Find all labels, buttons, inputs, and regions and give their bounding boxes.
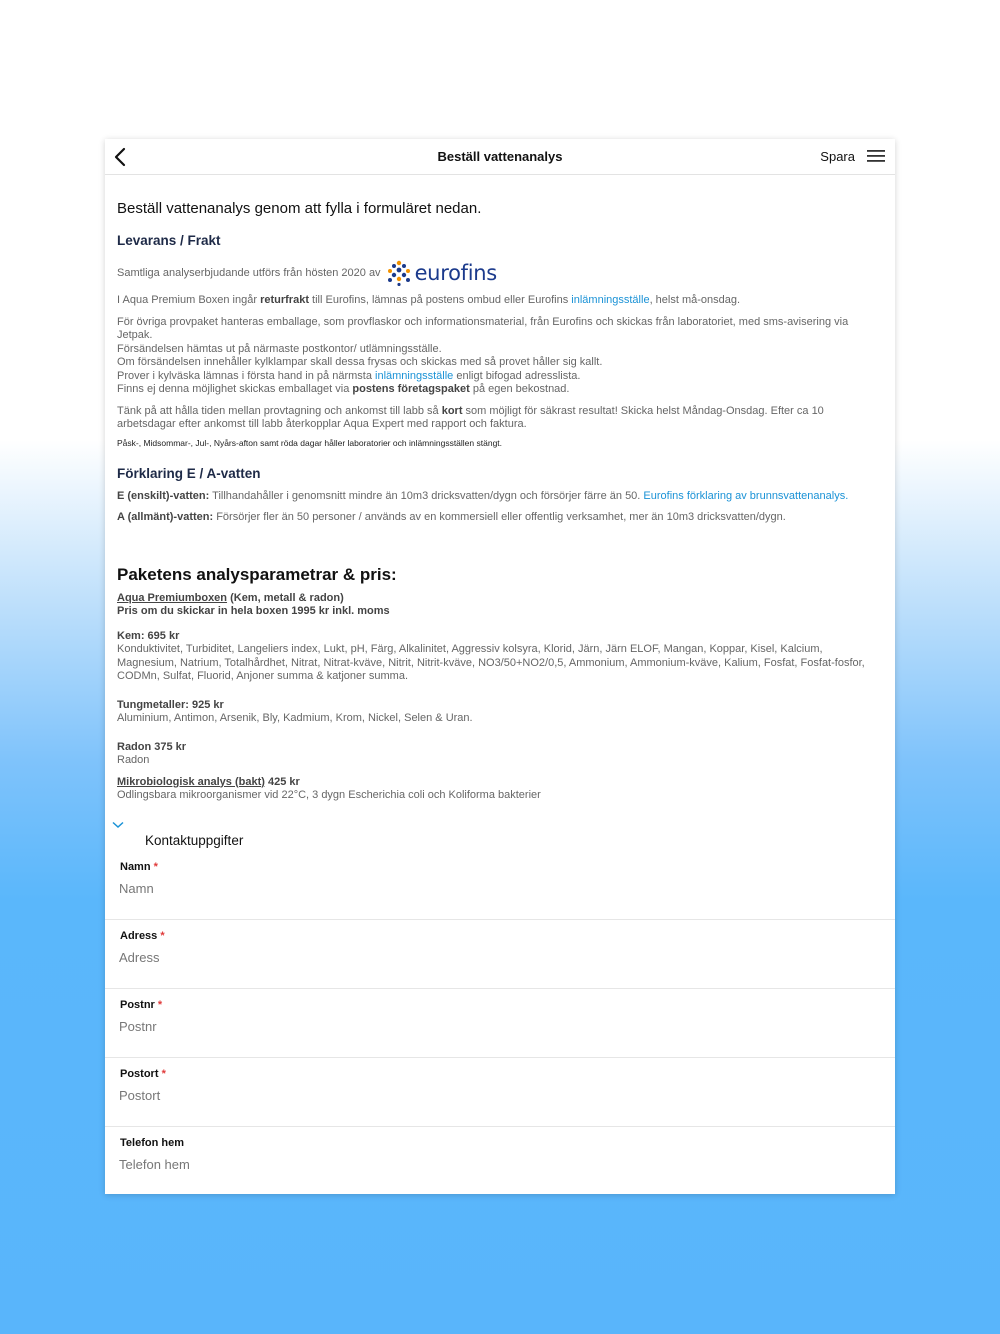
name-label: Namn * (120, 860, 158, 873)
intro-text: Beställ vattenanalys genom att fylla i formuläret nedan. (117, 200, 482, 217)
tungmetaller-block: Tungmetaller: 925 kr Aluminium, Antimon, Arsenik, Bly, Kadmium, Krom, Nickel, Selen & Uran. (117, 698, 473, 724)
name-field (105, 851, 895, 920)
content-area (105, 200, 895, 803)
timing-paragraph: Tänk på att hålla tiden mellan provtagning och ankomst till labb så kort som möjligt för säkrast resultat! Skicka helst Måndag-Onsdag. Efter ca 10 arbetsdagar efter ankomst till labb återkopplar Aqua Expert med rapport och faktura. (117, 404, 824, 430)
address-field (105, 920, 895, 989)
eurofins-logo (386, 260, 497, 286)
contact-section-header[interactable] (105, 821, 895, 851)
phone-label: Telefon hem (120, 1136, 184, 1149)
postnr-input[interactable] (119, 1019, 819, 1034)
e-vatten-paragraph: E (enskilt)-vatten: Tillhandahåller i genomsnitt mindre än 10m3 dricksvatten/dygn och försörjer färre än 50. Eurofins förklaring av brunnsvattenanalys. (117, 489, 849, 502)
app-window (105, 139, 895, 1194)
a-vatten-paragraph: A (allmänt)-vatten: Försörjer fler än 50 personer / används av en kommersiell eller offentlig verksamhet, mer än 10m3 dricksvatten/dygn. (117, 511, 786, 523)
postort-label: Postort * (120, 1067, 166, 1080)
leverans-heading: Levarans / Frakt (117, 233, 221, 248)
phone-field (105, 1127, 895, 1195)
provpaket-paragraph: För övriga provpaket hanteras emballage, som provflaskor och informationsmaterial, från Eurofins och skickas från laboratoriet, med sms-avisering via Jetpak. Försändelsen hämtas ut på närmaste postkontor/ utlämningsställe. Om försändelsen innehåller kylklampar skall dessa frysas och skickas med så provet håller sig kallt. Prover i kylväska lämnas i första hand in på närmsta inlämningsställe enligt bifogad adresslista. Finns ej denna möjlighet skickas emballaget via postens företagspaket på egen bekostnad. (117, 315, 849, 395)
postort-input[interactable] (119, 1088, 819, 1103)
address-label: Adress * (120, 929, 165, 942)
returfrakt-paragraph: I Aqua Premium Boxen ingår returfrakt till Eurofins, lämnas på postens ombud eller Eurofins inlämningsställe, helst må-onsdag. (117, 294, 741, 306)
premiumbox-link[interactable]: Aqua Premiumboxen (117, 591, 228, 604)
postnr-label: Postnr * (120, 998, 163, 1011)
back-chevron-icon[interactable] (111, 147, 131, 167)
postnr-field (105, 989, 895, 1058)
name-input[interactable] (119, 881, 819, 896)
navigation-bar (105, 139, 895, 175)
eurofins-wordmark: eurofins (414, 261, 497, 285)
radon-block: Radon 375 kr Radon (117, 740, 187, 766)
paket-heading: Paketens analysparametrar & pris: (117, 564, 397, 584)
hamburger-menu-icon[interactable] (867, 149, 885, 163)
chevron-down-icon[interactable] (112, 821, 124, 829)
eurofins-dots-icon (386, 260, 412, 286)
save-button[interactable]: Spara (820, 149, 855, 164)
postort-field (105, 1058, 895, 1127)
eurofins-label: Samtliga analyserbjudande utförs från hösten 2020 av (117, 267, 381, 279)
mikro-block: Mikrobiologisk analys (bakt) 425 kr Odlingsbara mikroorganismer vid 22°C, 3 dygn Escherichia coli och Koliforma bakterier (117, 775, 541, 801)
eurofins-row (117, 260, 883, 286)
brunnsvatten-link[interactable]: Eurofins förklaring av brunnsvattenanalys. (643, 489, 849, 502)
inlamning-link-2[interactable]: inlämningsställe (375, 369, 454, 382)
contact-title: Kontaktuppgifter (145, 832, 244, 848)
holiday-note: Påsk-, Midsommar-, Jul-, Nyårs-afton samt röda dagar håller laboratorier och inlämningsställen stängt. (117, 437, 503, 448)
inlamning-link-1[interactable]: inlämningsställe (571, 294, 650, 306)
kem-block: Kem: 695 kr Konduktivitet, Turbiditet, Langeliers index, Lukt, pH, Färg, Alkalinitet, Aggressiv kolsyra, Klorid, Järn, Järn ELOF, Mangan, Koppar, Kisel, Kalcium, Magnesium, Natrium, Totalhårdhet, Nitrat, Nitrat-kväve, Nitrit, Nitrit-kväve, NO3/50+NO2/0,5, Ammonium, Ammonium-kväve, Kalium, Fosfat, Fosfat-fosfor, CODMn, Sulfat, Fluorid, Anjoner summa & katjoner summa. (117, 629, 865, 682)
address-input[interactable] (119, 950, 819, 965)
mikro-link[interactable]: Mikrobiologisk analys (bakt) (117, 775, 265, 788)
forklaring-heading: Förklaring E / A-vatten (117, 465, 261, 481)
phone-input[interactable] (119, 1157, 819, 1172)
premiumbox-block: Aqua Premiumboxen (Kem, metall & radon) Pris om du skickar in hela boxen 1995 kr inkl. moms (117, 591, 390, 617)
page-title: Beställ vattenanalys (437, 149, 563, 164)
